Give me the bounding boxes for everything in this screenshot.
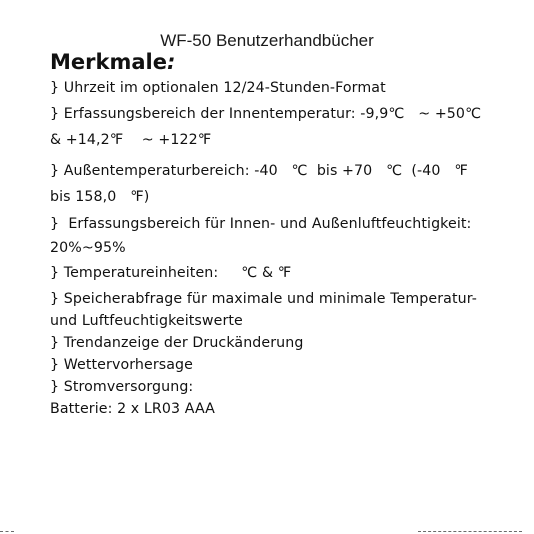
feature-line-humidity-range: } Erfassungsbereich für Innen- und Außenluftfeuchtigkeit:: [50, 216, 472, 232]
section-heading-text: Merkmale: [50, 50, 167, 74]
document-title: WF-50 Benutzerhandbücher: [160, 31, 374, 50]
feature-line-memory-recall-cont: und Luftfeuchtigkeitswerte: [50, 313, 243, 329]
feature-line-power-supply: } Stromversorgung:: [50, 379, 194, 395]
feature-line-battery: Batterie: 2 x LR03 AAA: [50, 401, 215, 417]
feature-line-indoor-range-fahrenheit: & +14,2℉ ~ +122℉: [50, 132, 212, 148]
bottom-left-divider: [0, 531, 14, 532]
feature-line-temperature-units: } Temperatureinheiten: ℃ & ℉: [50, 265, 292, 281]
feature-line-memory-recall: } Speicherabfrage für maximale und minimale Temperatur-: [50, 291, 477, 307]
feature-line-clock-format: } Uhrzeit im optionalen 12/24-Stunden-Format: [50, 80, 386, 96]
feature-line-humidity-values: 20%~95%: [50, 240, 126, 256]
feature-line-outdoor-range: } Außentemperaturbereich: -40 ℃ bis +70 ℃ (-40 ℉: [50, 163, 468, 179]
feature-line-weather-forecast: } Wettervorhersage: [50, 357, 193, 373]
feature-line-pressure-trend: } Trendanzeige der Druckänderung: [50, 335, 304, 351]
feature-line-outdoor-range-fahrenheit: bis 158,0 ℉): [50, 189, 150, 205]
section-heading-colon: :: [166, 50, 176, 74]
feature-line-indoor-range: } Erfassungsbereich der Innentemperatur: -9,9℃ ~ +50℃: [50, 106, 482, 122]
bottom-right-divider: [418, 531, 522, 532]
section-heading: [50, 50, 175, 74]
